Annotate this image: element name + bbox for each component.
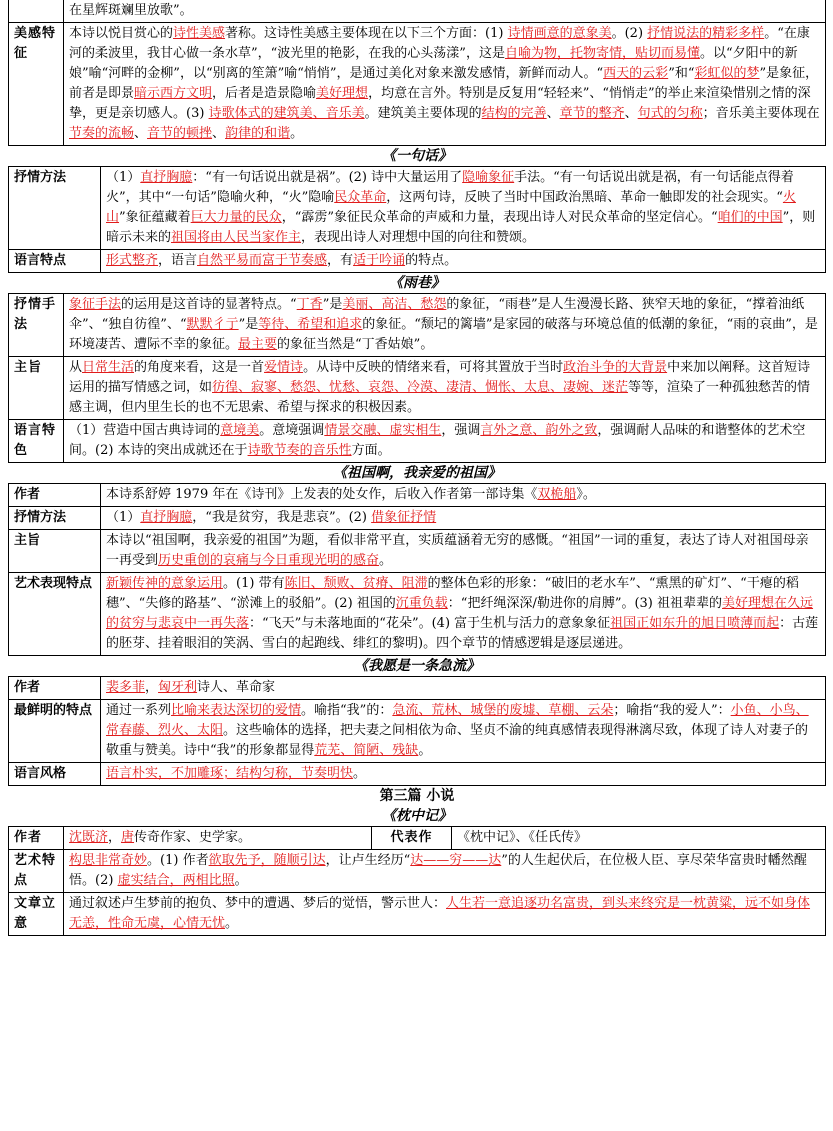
text-run: ：“飞天”与未落地面的“花朵”。(4) 富于生机与活力的意象象征	[249, 616, 611, 631]
text-run: 从	[69, 360, 83, 375]
text-run: ，	[145, 680, 159, 695]
text-run: 方面。	[351, 443, 391, 458]
cell-text	[101, 763, 826, 786]
table-row	[9, 530, 826, 573]
text-run: 。喻指“我”的：	[301, 703, 393, 718]
key-phrase: 陈旧、颓败、贫瘠、阻滞	[284, 576, 428, 591]
cell-text	[64, 357, 826, 420]
row-label: 文章立意	[9, 893, 64, 936]
table-row	[9, 23, 826, 146]
text-run: 、	[134, 126, 148, 141]
text-run: 著称。这诗性美感主要体现在以下三个方面：(1)	[225, 26, 508, 41]
text-run: ：“有一句话说出就是祸”。(2) 诗中大量运用了	[192, 170, 463, 185]
text-run: 。	[290, 126, 304, 141]
row-label: 最鲜明的特点	[9, 700, 101, 763]
cell-text	[64, 294, 826, 357]
row-label: 代表作	[372, 827, 452, 850]
table-row	[9, 250, 826, 273]
key-phrase: 直抒胸臆	[140, 510, 193, 525]
table-row	[9, 850, 826, 893]
text-run: 的象征。“颓圮的篱墙”是家园的破落与环境总值的低潮的象征，“雨的哀曲”，是环境凄苦、遭际不幸的象征。	[69, 317, 818, 352]
text-run: （1）	[106, 510, 141, 525]
poem-title: 《雨巷》	[389, 275, 445, 291]
text-run: 。以“夕阳中的新娘”喻“河畔的金柳”，以“别离的笙箫”喻“悄悄”，是通过美化对象来激发感情，新鲜而动人。“	[69, 46, 798, 81]
cell-text	[101, 677, 826, 700]
key-phrase: 借象征抒情	[371, 510, 437, 525]
text-run: ，后者是造景隐喻	[212, 86, 317, 101]
text-run: （1）营造中国古典诗词的	[69, 423, 221, 438]
key-phrase: 章节的整齐	[559, 106, 625, 121]
table-row	[9, 573, 826, 656]
key-phrase: 诗性美感	[173, 26, 226, 41]
text-run: 的象征，“雨巷”是人生漫漫长路、狭窄天地的象征，“撑着油纸伞”、“独自彷徨”、“	[69, 297, 805, 332]
table-row	[9, 420, 826, 463]
cell-text	[101, 507, 826, 530]
cell-text	[101, 484, 826, 507]
text-run: 中来加以阐释。这首短诗运用的描写情感之词，如	[69, 360, 811, 395]
text-run: ”的人生起伏后，在位极人臣、享尽荣华富贵时幡然醒悟。(2)	[69, 853, 807, 888]
key-phrase: 祖国将由人民当家作主	[171, 230, 302, 245]
text-run: 的特点。	[405, 253, 458, 268]
poem-title: 《一句话》	[382, 148, 452, 164]
text-run: ：古莲的胚芽、挂着眼泪的笑涡、雪白的起跑线、绯红的黎明)。四个章节的情感逻辑是逐层递进。	[106, 616, 819, 651]
text-run: ”是象征，前者是即景	[69, 66, 819, 101]
table-yi-ju-hua	[8, 166, 826, 273]
table-xu-zhimo	[8, 0, 826, 146]
key-phrase: 直抒胸臆	[140, 170, 193, 185]
text-run: 本诗以悦目赏心的	[69, 26, 174, 41]
text-run: ；喻指“我的爱人”：	[613, 703, 731, 718]
key-phrase: 音节的顿挫	[147, 126, 213, 141]
cell-text	[101, 167, 826, 250]
table-row	[9, 167, 826, 250]
text-run: 通过一系列	[106, 703, 172, 718]
text-run: 手法。“有一句话说出就是祸，有一句话能点得着火”，其中“一句话”隐喻火种，“火”隐喻	[106, 170, 794, 205]
text-run: 的角度来看，这是一首	[134, 360, 265, 375]
text-run: ，“霹雳”象征民众革命的声威和力量，表现出诗人对民众革命的坚定信心。“	[281, 210, 718, 225]
key-phrase: 自然平易而富于节奏感	[197, 253, 328, 268]
text-run: 等等，渲染了一种孤独愁苦的情感主调，但内里生长的也不无思索、希望与探求的积极因素。	[69, 380, 811, 415]
text-run: 本诗系舒婷 1979 年在《诗刊》上发表的处女作，后收入作者第一部诗集《	[106, 487, 538, 502]
key-phrase: 诗情画意的意象美	[507, 26, 612, 41]
key-phrase: 语言朴实，不加雕琢；结构匀称，节奏明快	[106, 766, 354, 781]
key-phrase: 意境美	[220, 423, 260, 438]
text-run: （1）	[106, 170, 141, 185]
text-run: ，“我是贫穷，我是悲哀”。(2)	[192, 510, 372, 525]
cell-text	[64, 893, 826, 936]
key-phrase: 人生若一意追逐功名富贵，到头来终究是一枕黄粱，远不如身体无恙，性命无虞，心情无忧	[69, 896, 811, 931]
table-row	[9, 763, 826, 786]
text-run: 。(2)	[611, 26, 648, 41]
key-phrase: 西天的云彩	[603, 66, 669, 81]
text-run: 。	[418, 743, 432, 758]
cell-text	[64, 827, 372, 850]
text-run: ”是	[322, 297, 343, 312]
text-run: 传奇作家、史学家。	[134, 830, 252, 845]
key-phrase: 句式的匀称	[637, 106, 703, 121]
cell-text	[64, 420, 826, 463]
text-run: ”是	[238, 317, 259, 332]
key-phrase: 美好理想在久远的贫穷与悲哀中一再失落	[106, 596, 814, 631]
table-ji-liu	[8, 676, 826, 786]
text-run: ：“把纤绳深深/勒进你的肩膊”。(3) 祖祖辈辈的	[447, 596, 723, 611]
text-run: ，这两句诗，反映了当时中国政治黑暗、革命一触即发的社会现实。“	[386, 190, 783, 205]
text-run: 。	[225, 916, 239, 931]
text-run: 通过叙述卢生梦前的抱负、梦中的遭遇、梦后的觉悟，警示世人：	[69, 896, 447, 911]
text-run: 。	[379, 553, 393, 568]
key-phrase: 彩虹似的梦	[694, 66, 760, 81]
key-phrase: 政治斗争的大背景	[563, 360, 668, 375]
key-phrase: 唐	[121, 830, 135, 845]
text-run: 。	[353, 766, 367, 781]
table-row	[9, 677, 826, 700]
key-phrase: 诗歌节奏的音乐性	[247, 443, 352, 458]
story-title: 《枕中记》	[382, 808, 452, 824]
cell-text	[101, 250, 826, 273]
table-row	[9, 700, 826, 763]
row-label: 抒情方法	[9, 167, 101, 250]
table-row	[9, 507, 826, 530]
key-phrase: 美好理想	[316, 86, 369, 101]
key-phrase: 虚实结合，两相比照	[117, 873, 235, 888]
key-phrase: 巨大力量的民众	[190, 210, 282, 225]
row-label: 抒情方法	[9, 507, 101, 530]
key-phrase: 小鱼、小鸟、常春藤、烈火、太阳	[106, 703, 809, 738]
key-phrase: 彷徨、寂寥、愁怨、忧愁、哀怨、冷漠、凄清、惆怅、太息、凄婉、迷茫	[212, 380, 629, 395]
key-phrase: 日常生活	[82, 360, 135, 375]
table-row	[9, 893, 826, 936]
key-phrase: 等待、希望和追求	[258, 317, 363, 332]
poem-title: 《祖国啊，我亲爱的祖国》	[333, 465, 501, 481]
key-phrase: 默默彳亍	[186, 317, 239, 332]
cell-text	[64, 850, 826, 893]
key-phrase: 结构的完善	[481, 106, 547, 121]
key-phrase: 沉重负载	[395, 596, 448, 611]
row-label: 语言特点	[9, 250, 101, 273]
key-phrase: 隐喻象征	[462, 170, 515, 185]
section-heading: 第三篇 小说	[379, 788, 455, 804]
text-run: 。从诗中反映的情绪来看，可将其置放于当时	[303, 360, 564, 375]
text-run: 诗人、革命家	[197, 680, 276, 695]
row-label: 语言风格	[9, 763, 101, 786]
text-run: ，有	[327, 253, 354, 268]
text-run: 。意境强调	[259, 423, 325, 438]
key-phrase: 抒情说法的精彩多样	[647, 26, 765, 41]
row-label: 主旨	[9, 357, 64, 420]
key-phrase: 情景交融、虚实相生	[324, 423, 442, 438]
key-phrase: 欲取先予，随顺引达	[208, 853, 326, 868]
text-run: ”，则暗示未来的	[106, 210, 816, 245]
key-phrase: 韵律的和谐	[225, 126, 291, 141]
text-run: 。这些喻体的选择，把夫妻之间相依为命、坚贞不渝的纯真感情表现得淋漓尽致，体现了诗人对妻子的敬重与赞美。诗中“我”的形象都显得	[106, 723, 809, 758]
row-label: 艺术特点	[9, 850, 64, 893]
text-run: 、	[212, 126, 226, 141]
row-label: 作者	[9, 827, 64, 850]
key-phrase: 裴多菲	[106, 680, 146, 695]
key-phrase: 民众革命	[334, 190, 387, 205]
cell-text	[101, 573, 826, 656]
cell-text	[101, 530, 826, 573]
key-phrase: 历史重创的哀痛与今日重现光明的感奋	[158, 553, 380, 568]
key-phrase: 自喻为物，托物寄情，贴切而易懂	[504, 46, 700, 61]
text-run: ，语言	[158, 253, 198, 268]
row-label: 语言特色	[9, 420, 64, 463]
row-label: 作者	[9, 484, 101, 507]
text-run: 的整体色彩的形象：“破旧的老水车”、“熏黑的矿灯”、“干瘪的稻穗”、“失修的路基”、“淤滩上的驳船”。(2) 祖国的	[106, 576, 799, 611]
text-run: 。	[234, 873, 248, 888]
table-row	[9, 484, 826, 507]
key-phrase: 节奏的流畅	[69, 126, 135, 141]
text-run: ，让卢生经历“	[325, 853, 411, 868]
row-label: 抒情手法	[9, 294, 64, 357]
table-zhen-zhong-ji	[8, 826, 826, 936]
key-phrase: 咱们的中国	[717, 210, 783, 225]
key-phrase: 达——穷——达	[410, 853, 502, 868]
key-phrase: 美丽、高洁、愁怨	[342, 297, 447, 312]
row-label: 艺术表现特点	[9, 573, 101, 656]
key-phrase: 匈牙利	[158, 680, 198, 695]
text-run: ，	[108, 830, 122, 845]
text-run: 。(1) 带有	[223, 576, 285, 591]
key-phrase: 构思非常奇妙	[69, 853, 148, 868]
text-run: 的象征当然是“丁香姑娘”。	[277, 337, 434, 352]
text-run: ，强调	[441, 423, 481, 438]
key-phrase: 火山	[106, 190, 796, 225]
key-phrase: 暗示西方文明	[134, 86, 213, 101]
cell-text	[64, 23, 826, 146]
key-phrase: 爱情诗	[264, 360, 304, 375]
text-run: ”和“	[668, 66, 695, 81]
row-label: 美感特征	[9, 23, 64, 146]
text-run: ，表现出诗人对理想中国的向往和赞颂。	[301, 230, 536, 245]
text-run: 。“在康河的柔波里，我甘心做一条水草”，“波光里的艳影，在我的心头荡漾”，这是	[69, 26, 810, 61]
table-zu-guo	[8, 483, 826, 656]
text-run: 。建筑美主要体现的	[364, 106, 482, 121]
key-phrase: 象征手法	[69, 297, 122, 312]
key-phrase: 沈既济	[69, 830, 109, 845]
key-phrase: 新颖传神的意象运用	[106, 576, 224, 591]
table-row	[9, 357, 826, 420]
key-phrase: 比喻来表达深切的爱情	[171, 703, 302, 718]
key-phrase: 形式整齐	[106, 253, 159, 268]
row-label: 主旨	[9, 530, 101, 573]
table-row	[9, 294, 826, 357]
key-phrase: 诗歌体式的建筑美、音乐美	[208, 106, 365, 121]
text-run: ；音乐美主要体现在	[702, 106, 820, 121]
cell-text: 《枕中记》、《任氏传》	[452, 827, 826, 850]
text-run: 》。	[576, 487, 596, 502]
text-run: ”象征蕴藏着	[119, 210, 191, 225]
table-row	[9, 827, 826, 850]
text-run: 的运用是这首诗的显著特点。“	[121, 297, 297, 312]
cell-text: 在星辉斑斓里放歌”。	[64, 0, 826, 23]
text-run: 。(1) 作者	[147, 853, 209, 868]
text-run: ，均意在言外。特别是反复用“轻轻来”、“悄悄走”的举止来渲染惜别之情的深挚，更是亲切感人。(3)	[69, 86, 811, 121]
row-label: 作者	[9, 677, 101, 700]
key-phrase: 双桅船	[537, 487, 577, 502]
poem-title: 《我愿是一条急流》	[354, 658, 480, 674]
key-phrase: 荒芜、简陋、残缺	[314, 743, 419, 758]
table-row	[9, 0, 826, 23]
table-yu-xiang	[8, 293, 826, 463]
text-run: 本诗以“祖国啊，我亲爱的祖国”为题，看似非常平直，实质蕴涵着无穷的感慨。“祖国”一词的重复，表达了诗人对祖国母亲一再受到	[106, 533, 809, 568]
key-phrase: 丁香	[296, 297, 323, 312]
text-run: ，强调耐人品味的和谐整体的艺术空间。(2) 本诗的突出成就还在于	[69, 423, 806, 458]
cell-text	[101, 700, 826, 763]
key-phrase: 适于吟诵	[353, 253, 406, 268]
key-phrase: 祖国正如东升的旭日喷薄而起	[610, 616, 780, 631]
key-phrase: 最主要	[238, 337, 278, 352]
text-run: 、	[546, 106, 560, 121]
key-phrase: 言外之意、韵外之致	[480, 423, 598, 438]
key-phrase: 急流、荒林、城堡的废墟、草棚、云朵	[392, 703, 614, 718]
text-run: 、	[624, 106, 638, 121]
